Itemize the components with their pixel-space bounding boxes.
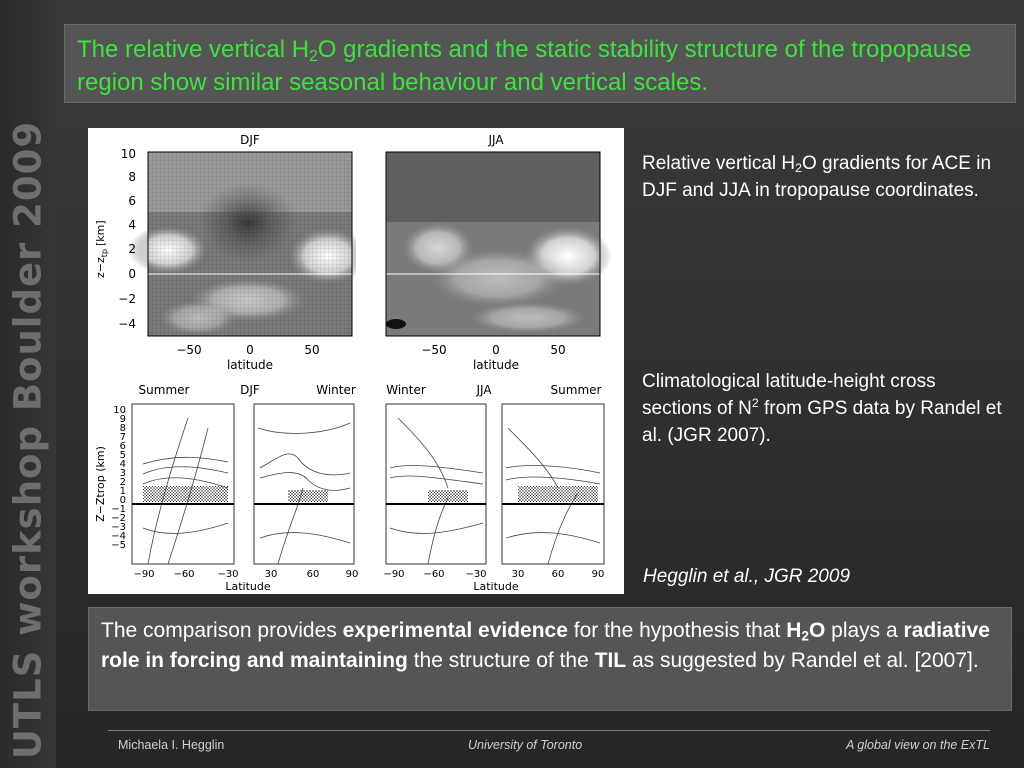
svg-text:−1: −1 <box>111 504 126 515</box>
svg-text:60: 60 <box>551 569 565 580</box>
svg-text:−50: −50 <box>176 343 202 357</box>
svg-text:50: 50 <box>550 343 566 357</box>
svg-text:4: 4 <box>128 218 136 232</box>
svg-text:6: 6 <box>128 194 136 208</box>
svg-text:2: 2 <box>119 477 126 488</box>
svg-text:0: 0 <box>119 495 126 506</box>
footer-institution: University of Toronto <box>468 738 583 752</box>
conclusion-box <box>88 607 1012 711</box>
slide-title-box <box>64 24 1016 103</box>
bottom-left-xlabel: Latitude <box>225 580 271 593</box>
svg-text:10: 10 <box>120 147 136 161</box>
svg-text:8: 8 <box>119 423 126 434</box>
svg-text:50: 50 <box>304 343 320 357</box>
figure-panel <box>88 128 624 594</box>
svg-text:3: 3 <box>119 468 126 479</box>
svg-text:9: 9 <box>119 414 126 425</box>
jja-contour-panel <box>386 404 604 564</box>
svg-text:5: 5 <box>119 450 126 461</box>
svg-text:JJA: JJA <box>476 383 492 397</box>
svg-text:−90: −90 <box>383 569 405 580</box>
svg-text:0: 0 <box>246 343 254 357</box>
svg-text:90: 90 <box>345 569 359 580</box>
jja-heatmap <box>386 152 612 336</box>
workshop-vertical-title: UTLS workshop Boulder 2009 <box>6 120 50 760</box>
svg-text:−30: −30 <box>217 569 239 580</box>
top-left-title: DJF <box>240 133 260 147</box>
svg-text:−50: −50 <box>421 343 447 357</box>
bottom-panel-labels <box>139 383 602 397</box>
sidebar-band <box>0 0 56 768</box>
svg-text:−4: −4 <box>111 531 126 542</box>
footer-author: Michaela I. Hegglin <box>118 738 225 752</box>
svg-text:−4: −4 <box>118 317 136 331</box>
footer-talk-title: A global view on the ExTL <box>845 738 990 752</box>
figure-svg <box>88 128 624 594</box>
citation: Hegglin et al., JGR 2009 <box>643 566 851 587</box>
bottom-xticks <box>133 569 604 580</box>
svg-text:Summer: Summer <box>138 383 190 397</box>
svg-text:−60: −60 <box>173 569 195 580</box>
djf-contour-panel <box>132 404 354 564</box>
svg-text:Winter: Winter <box>316 383 356 397</box>
svg-text:60: 60 <box>306 569 320 580</box>
top-right-title: JJA <box>488 133 504 147</box>
top-ylabel: $z-z_{tp}[km]$ <box>94 220 109 278</box>
svg-text:0: 0 <box>128 267 136 281</box>
svg-text:2: 2 <box>128 242 136 256</box>
bottom-ylabel: Z−Ztrop (km) <box>94 446 107 522</box>
caption-gps-n2: Climatological latitude-height cross sections of $N^2$ from GPS data by Randel et al. (JGR 2007). <box>642 371 1002 446</box>
svg-text:6: 6 <box>119 441 126 452</box>
footer-divider <box>108 730 990 731</box>
top-right-xlabel: latitude <box>472 358 520 372</box>
svg-text:1: 1 <box>119 486 126 497</box>
svg-text:Summer: Summer <box>550 383 602 397</box>
svg-text:0: 0 <box>492 343 500 357</box>
svg-text:−2: −2 <box>111 513 126 524</box>
bottom-right-xlabel: Latitude <box>473 580 519 593</box>
svg-text:10: 10 <box>113 405 126 416</box>
slide-title: The relative vertical $H_2O$ gradients and the static stability structure of the tropopause region show similar seasonal behaviour and vertical scales. <box>77 36 972 96</box>
svg-text:−60: −60 <box>423 569 445 580</box>
djf-heatmap <box>128 152 368 336</box>
svg-text:−2: −2 <box>118 292 136 306</box>
svg-text:−90: −90 <box>133 569 155 580</box>
svg-text:−5: −5 <box>111 540 126 551</box>
svg-text:7: 7 <box>119 432 126 443</box>
bottom-yticks <box>111 405 126 551</box>
top-left-xlabel: latitude <box>226 358 274 372</box>
svg-text:30: 30 <box>264 569 278 580</box>
conclusion-text: The comparison provides experimental evidence for the hypothesis that $H_2O$ plays a radiative role in forcing and maintaining the structure of the TIL as suggested by Randel et al. [2007]. <box>101 619 990 672</box>
svg-text:DJF: DJF <box>240 383 260 397</box>
svg-text:90: 90 <box>591 569 605 580</box>
svg-text:−30: −30 <box>465 569 487 580</box>
svg-text:8: 8 <box>128 170 136 184</box>
svg-text:30: 30 <box>511 569 525 580</box>
svg-text:−3: −3 <box>111 522 126 533</box>
svg-text:Winter: Winter <box>386 383 426 397</box>
caption-ace-gradients: Relative vertical $H_2O$ gradients for ACE in DJF and JJA in tropopause coordinates. <box>642 153 992 201</box>
svg-text:4: 4 <box>119 459 126 470</box>
